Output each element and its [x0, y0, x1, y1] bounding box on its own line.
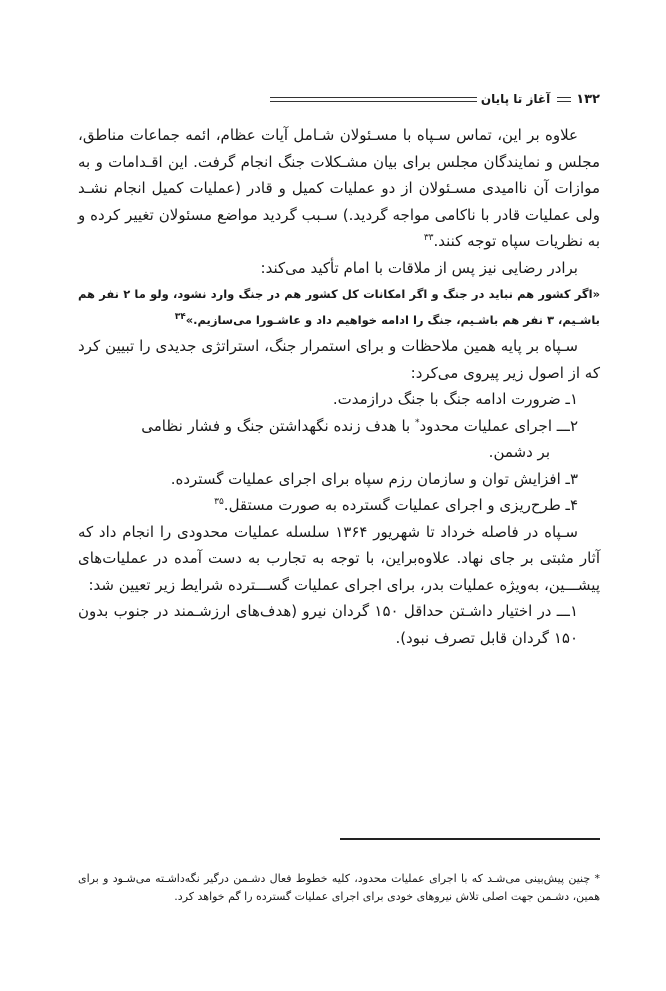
footnote-asterisk: *	[594, 872, 600, 885]
page-header	[270, 90, 600, 108]
strategy-item-4-text: ۴ـ طرح‌ریزی و اجرای عملیات گسترده به صورت مستقل.	[223, 496, 578, 514]
strategy-item-2-text: با هدف زنده نگهداشتن جنگ و فشار نظامی	[141, 416, 415, 435]
main-text	[78, 122, 600, 651]
footnote-separator	[340, 838, 600, 840]
strategy-item-2-label: ۲ـــ اجرای عملیات محدود	[419, 416, 578, 435]
strategy-item-1: ۱ـ ضرورت ادامه جنگ با جنگ درازمدت.	[332, 390, 578, 408]
endnote-ref-35: ۳۵	[214, 497, 224, 507]
endnote-ref-33: ۳۳	[423, 233, 434, 243]
paragraph-4: سـپاه در فاصله خرداد تا شهریور ۱۳۶۴ سلسله عملیات محدودی را انجام داد که آثار مثبتی بر جای نهاد. علاوه‌براین، با توجه به تجارب به دست آمده در عملیات‌های پیشـــین، به‌ویژه عملیات بدر، برای اجرای عملیات گســـترده شرایط زیر تعیین شد:	[78, 522, 600, 594]
footnote-asterisk-ref: *	[415, 417, 420, 428]
condition-item-1: ۱ـــ در اختیار داشـتن حداقل ۱۵۰ گردان نیرو (هدف‌های ارزشـمند در جنوب بدون ۱۵۰ گردان قابل تصرف نبود).	[78, 602, 579, 647]
endnote-ref-34: ۳۴	[174, 312, 186, 323]
strategy-item-3: ۳ـ افزایش توان و سازمان رزم سپاه برای اجرای عملیات گسترده.	[170, 469, 578, 488]
strategy-item-4	[78, 492, 600, 519]
quotation-text: «اگر کشور هم نباید در جنگ و اگر امکانات کل کشور هم در جنگ وارد نشود، ولو ما ۲ نفر هم باشـیم، ۳ نفر هم باشـیم، جنگ را ادامه خواهیم داد و عاشـورا می‌سازیم.»	[78, 287, 600, 327]
strategy-item-2	[78, 413, 600, 440]
header-rule	[270, 97, 477, 102]
paragraph-3: سـپاه بر پایه همین ملاحظات و برای استمرار جنگ، استراتژی جدیدی را تبیین کرد که از اصول زیر پیروی می‌کرد:	[78, 337, 600, 382]
header-dash	[557, 97, 571, 102]
quotation	[78, 281, 600, 333]
footnote-text: چنین پیش‌بینی می‌شـد که با اجرای عملیات محدود، کلیه خطوط فعال دشـمن درگیر نگه‌داشـته می‌شـود و برای همین، دشـمن جهت اصلی تلاش نیروهای خودی برای اجرای عملیات گسترده را گم خواهد کرد.	[78, 872, 600, 903]
page-number: ۱۳۲	[576, 91, 600, 107]
paragraph-2: برادر رضایی نیز پس از ملاقات با امام تأکید می‌کند:	[260, 258, 578, 277]
paragraph-1	[78, 122, 600, 255]
paragraph-1-text: علاوه بر این، تماس سـپاه با مسـئولان شـامل آیات عظام، ائمه جماعات مناطق، مجلس و نمایندگان مجلس برای بیان مشـکلات جنگ انجام گرفت. این اقـدامات و به موازات آن ناامیدی مسـئولان از دو عملیات کمیل و قادر (عملیات کمیل انجام نشـد ولی عملیات قادر با ناکامی مواجه گردید.) سـبب گردید مواضع مسئولان تغییر کرده و به نظریات سپاه توجه کنند.	[78, 126, 600, 250]
footnote	[78, 870, 600, 906]
strategy-item-2-continuation: بر دشمن.	[488, 443, 550, 461]
running-title: آغاز تا پایان	[480, 92, 551, 106]
